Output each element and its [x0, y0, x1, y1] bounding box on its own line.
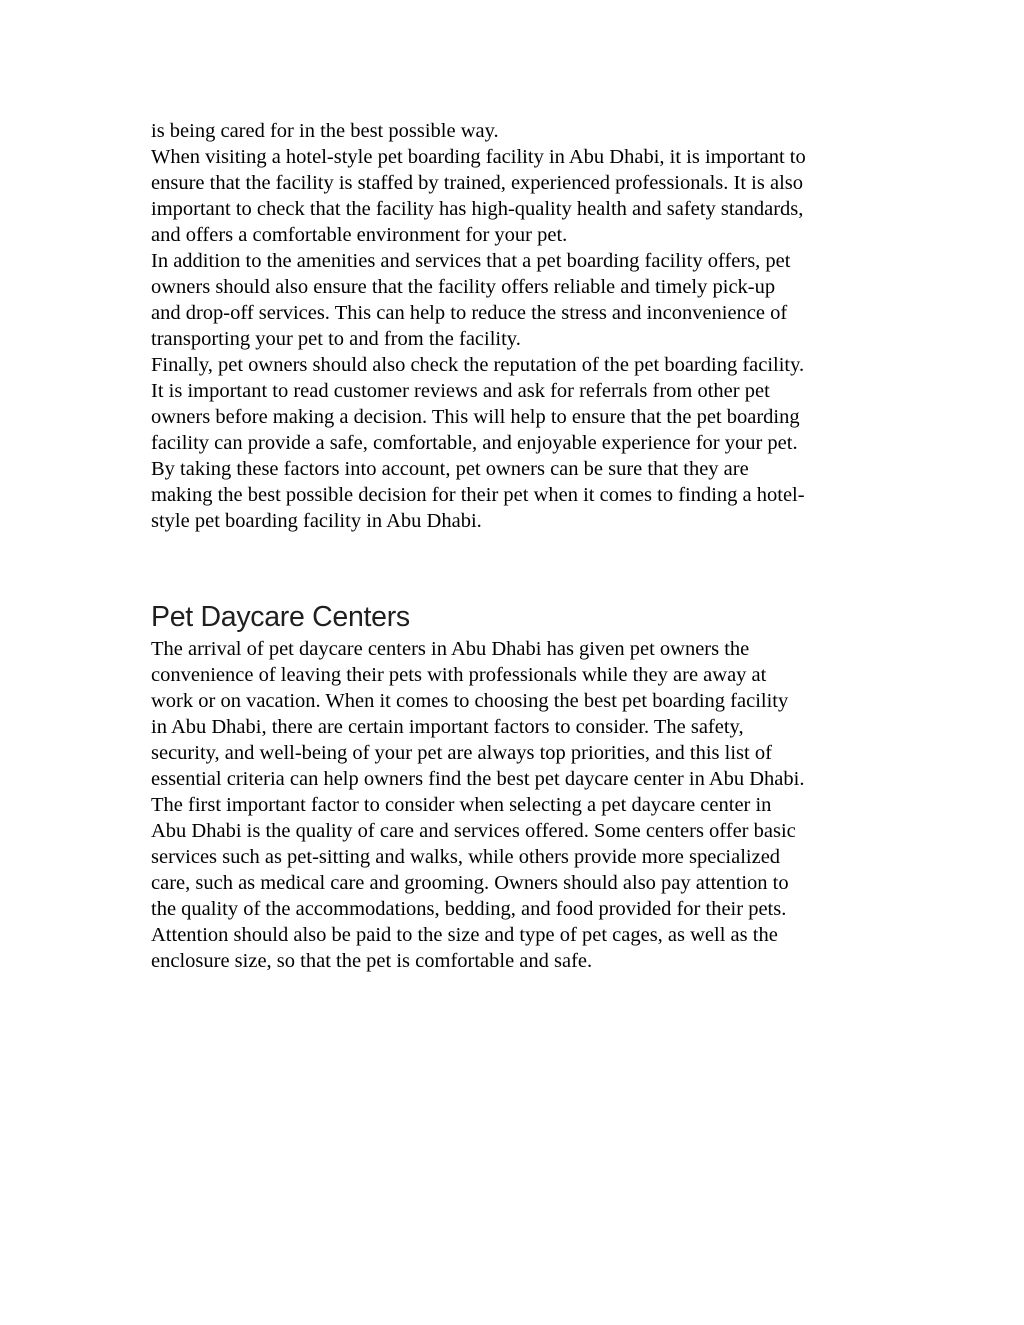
text-line: enclosure size, so that the pet is comfortable and safe.: [151, 950, 593, 972]
text-line: Finally, pet owners should also check the reputation of the pet boarding facility.: [151, 354, 805, 376]
paragraph-finally: [151, 352, 874, 456]
paragraph-arrival: [151, 636, 874, 792]
section-heading-pet-daycare-centers: Pet Daycare Centers: [151, 601, 410, 633]
text-line: In addition to the amenities and services that a pet boarding facility offers, pet: [151, 250, 791, 272]
text-line: work or on vacation. When it comes to choosing the best pet boarding facility: [151, 690, 789, 712]
paragraph-when-visiting: [151, 144, 874, 248]
text-line: By taking these factors into account, pet owners can be sure that they are: [151, 458, 749, 480]
text-line: facility can provide a safe, comfortable, and enjoyable experience for your pet.: [151, 432, 798, 454]
text-line: The first important factor to consider when selecting a pet daycare center in: [151, 794, 772, 816]
text-line: and offers a comfortable environment for your pet.: [151, 224, 568, 246]
text-line: security, and well-being of your pet are always top priorities, and this list of: [151, 742, 772, 764]
paragraph-continuation: [151, 118, 874, 144]
text-line: Abu Dhabi is the quality of care and services offered. Some centers offer basic: [151, 820, 796, 842]
text-line: making the best possible decision for their pet when it comes to finding a hotel-: [151, 484, 805, 506]
text-line: owners before making a decision. This will help to ensure that the pet boarding: [151, 406, 800, 428]
text-line: in Abu Dhabi, there are certain important factors to consider. The safety,: [151, 716, 744, 738]
text-line: important to check that the facility has high-quality health and safety standards,: [151, 198, 804, 220]
text-line: is being cared for in the best possible way.: [151, 120, 499, 142]
paragraph-in-addition: [151, 248, 874, 352]
text-line: convenience of leaving their pets with professionals while they are away at: [151, 664, 767, 686]
paragraph-by-taking: [151, 456, 874, 534]
text-line: transporting your pet to and from the facility.: [151, 328, 521, 350]
text-line: the quality of the accommodations, bedding, and food provided for their pets.: [151, 898, 787, 920]
text-line: The arrival of pet daycare centers in Abu Dhabi has given pet owners the: [151, 638, 750, 660]
paragraph-first-factor: [151, 792, 874, 974]
text-line: ensure that the facility is staffed by trained, experienced professionals. It is also: [151, 172, 803, 194]
text-line: essential criteria can help owners find the best pet daycare center in Abu Dhabi.: [151, 768, 805, 790]
text-line: and drop-off services. This can help to reduce the stress and inconvenience of: [151, 302, 788, 324]
text-line: Attention should also be paid to the size and type of pet cages, as well as the: [151, 924, 778, 946]
text-line: It is important to read customer reviews and ask for referrals from other pet: [151, 380, 770, 402]
text-line: care, such as medical care and grooming. Owners should also pay attention to: [151, 872, 789, 894]
text-line: owners should also ensure that the facility offers reliable and timely pick-up: [151, 276, 776, 298]
text-line: style pet boarding facility in Abu Dhabi.: [151, 510, 482, 532]
text-line: services such as pet-sitting and walks, while others provide more specialized: [151, 846, 781, 868]
text-line: When visiting a hotel-style pet boarding facility in Abu Dhabi, it is important to: [151, 146, 806, 168]
